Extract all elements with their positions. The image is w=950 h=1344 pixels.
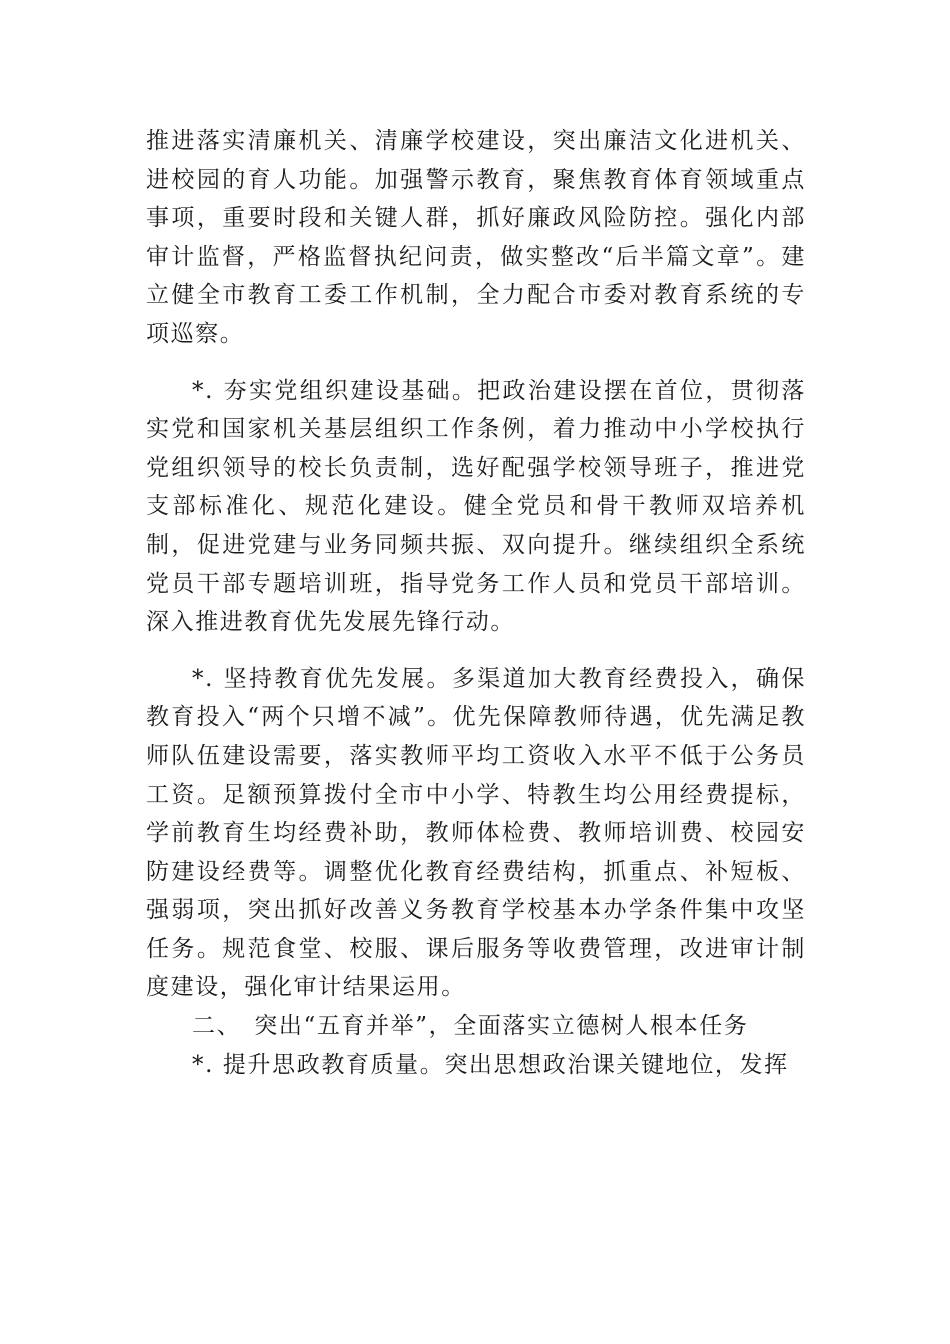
- paragraph-gap: [146, 354, 806, 372]
- paragraph-party-organization: *. 夯实党组织建设基础。把政治建设摆在首位，贯彻落实党和国家机关基层组织工作条例，着力推动中小学校执行党组织领导的校长负责制，选好配强学校领导班子，推进党支部标准化、规范化建设。健全党员和骨干教师双培养机制，促进党建与业务同频共振、双向提升。继续组织全系统党员干部专题培训班，指导党务工作人员和党员干部培训。深入推进教育优先发展先锋行动。: [146, 377, 806, 636]
- paragraph-education-priority: *. 坚持教育优先发展。多渠道加大教育经费投入，确保教育投入“两个只增不减”。优先保障教师待遇，优先满足教师队伍建设需要，落实教师平均工资收入水平不低于公务员工资。足额预算拨付全市中小学、特教生均公用经费提标，学前教育生均经费补助，教师体检费、教师培训费、校园安防建设经费等。调整优化教育经费结构，抓重点、补短板、强弱项，突出抓好改善义务教育学校基本办学条件集中攻坚任务。规范食堂、校服、课后服务等收费管理，改进审计制度建设，强化审计结果运用。: [146, 665, 806, 1001]
- paragraph-ideological-education: *. 提升思政教育质量。突出思想政治课关键地位，发挥: [192, 1051, 789, 1078]
- section-heading-two: 二、 突出“五育并举”，全面落实立德树人根本任务: [192, 1013, 749, 1040]
- paragraph-gap: [146, 642, 806, 660]
- paragraph-clean-government: 推进落实清廉机关、清廉学校建设，突出廉洁文化进机关、进校园的育人功能。加强警示教育，聚焦教育体育领域重点事项，重要时段和关键人群，抓好廉政风险防控。强化内部审计监督，严格监督执纪问责，做实整改“后半篇文章”。建立健全市教育工委工作机制，全力配合市委对教育系统的专项巡察。: [146, 128, 806, 347]
- document-body: [146, 122, 806, 1084]
